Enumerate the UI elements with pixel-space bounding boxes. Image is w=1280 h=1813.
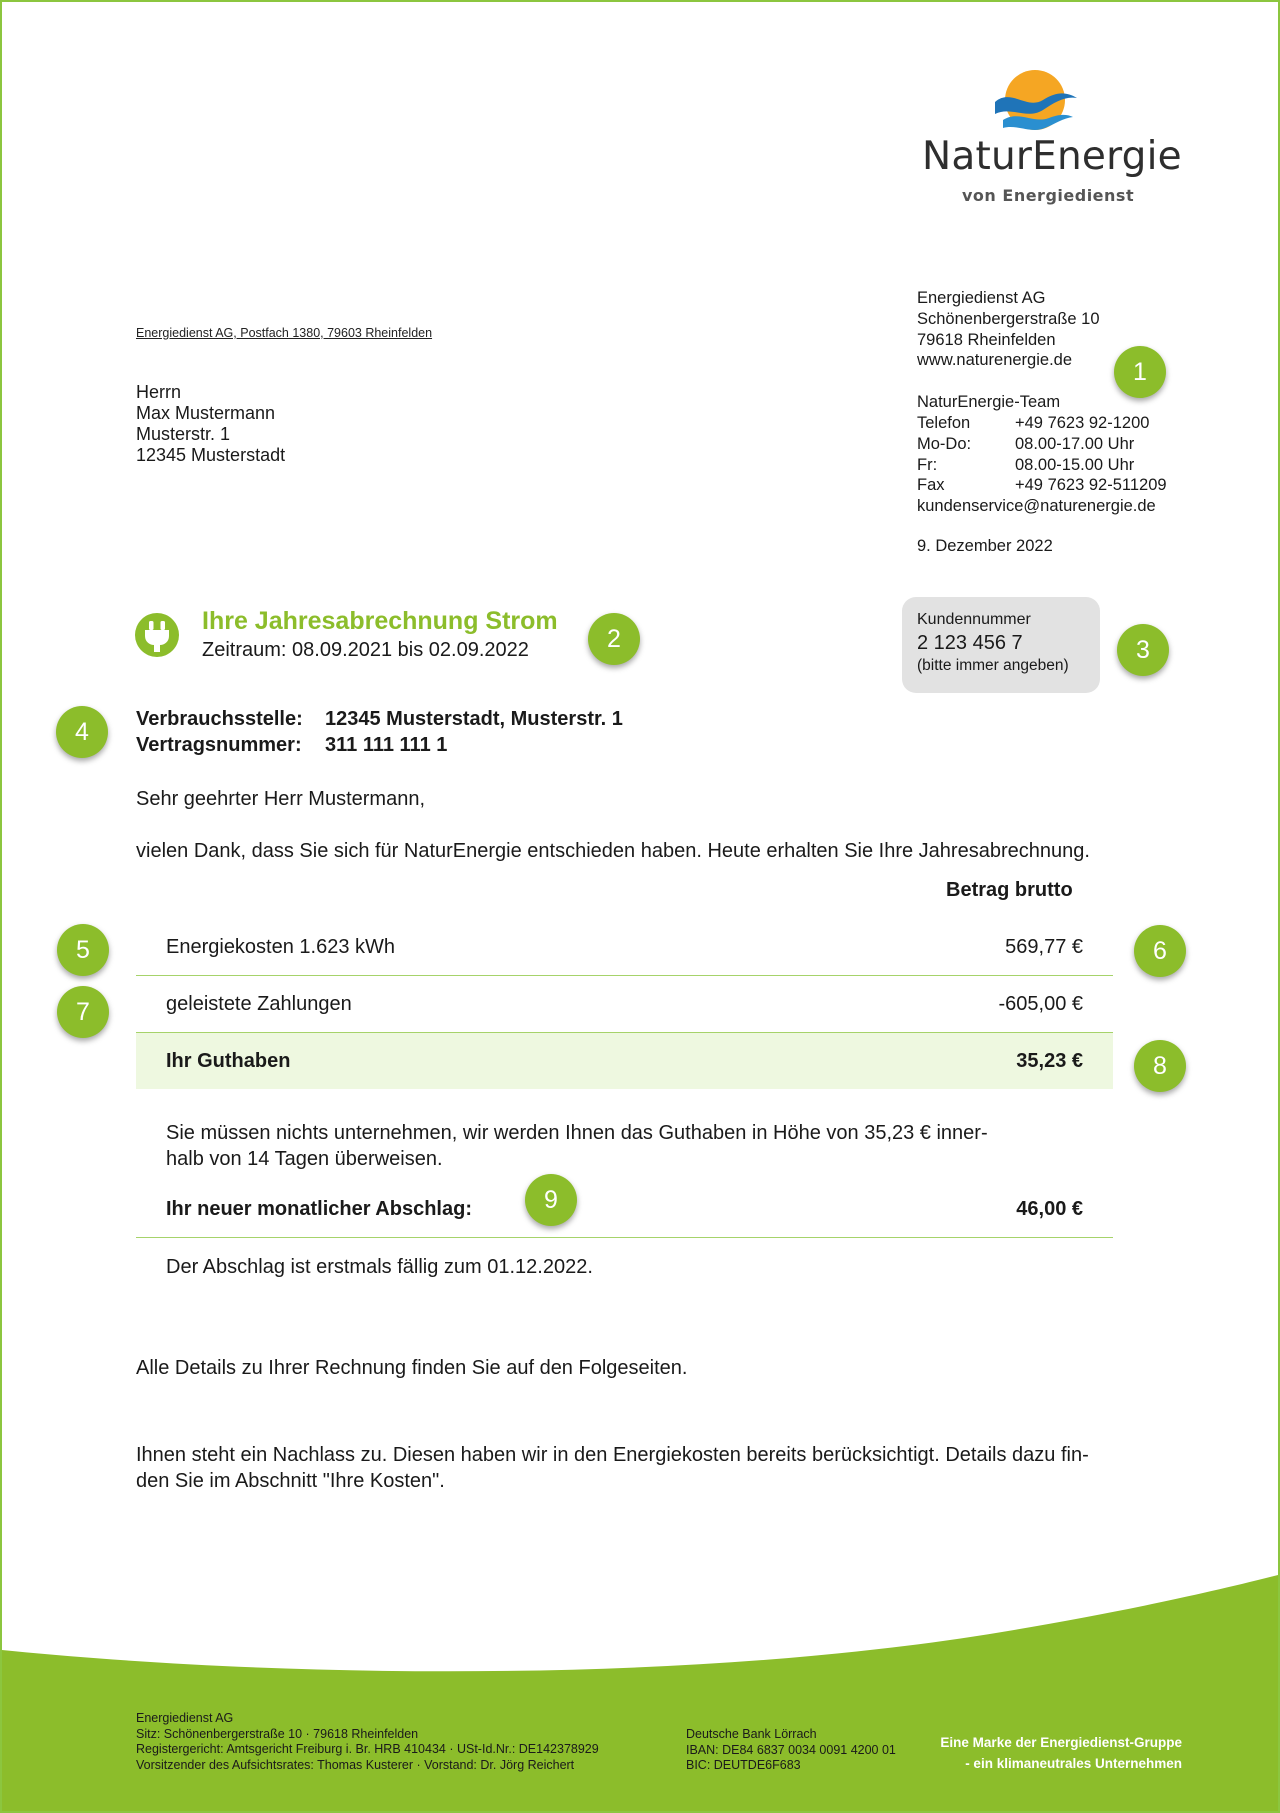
footer-line: BIC: DEUTDE6F683 [686,1758,801,1772]
discount-text [136,1442,1176,1494]
customer-number-value: 2 123 456 7 [917,632,1023,654]
callout-badge-5: 5 [57,924,109,976]
due-date-text: Der Abschlag ist erstmals fällig zum 01.12.2022. [166,1256,593,1278]
footer-claim [902,1732,1182,1774]
contact-street: Schönenbergerstraße 10 [917,309,1100,328]
footer-claim-line: Eine Marke der Energiedienst-Gruppe [940,1735,1182,1750]
row-label: Ihr Guthaben [166,1049,291,1072]
contact-phone: +49 7623 92-1200 [1015,413,1150,432]
row-label: geleistete Zahlungen [166,993,352,1015]
logo-subtitle: von Energiedienst [962,186,1135,205]
customer-number-label: Kundennummer [917,611,1031,628]
callout-badge-8: 8 [1134,1040,1186,1092]
monthly-installment-row [136,1182,1113,1238]
plug-icon [134,612,180,658]
contact-hours: 08.00-17.00 Uhr [1015,434,1135,453]
footer-line: Sitz: Schönenbergerstraße 10 · 79618 Rheinfelden [136,1726,419,1741]
footer-line: IBAN: DE84 6837 0034 0091 4200 01 [686,1742,896,1757]
discount-line: den Sie im Abschnitt "Ihre Kosten". [136,1470,445,1492]
refund-note-line: halb von 14 Tagen überweisen. [166,1148,443,1170]
logo-wordmark: NaturEnergie [922,134,1182,179]
installment-amount: 46,00 € [1016,1198,1083,1220]
sun-wave-logo-icon [907,62,1167,142]
contact-row [917,455,1167,476]
contact-block [917,288,1167,517]
footer-wave [2,1562,1280,1813]
table-row-energy-cost [136,920,1113,976]
details-text: Alle Details zu Ihrer Rechnung finden Sie auf den Folgeseiten. [136,1357,688,1379]
contact-email-link[interactable]: kundenservice@naturenergie.de [917,497,1156,516]
naturenergie-logo [907,62,1182,212]
discount-line: Ihnen steht ein Nachlass zu. Diesen haben wir in den Energiekosten bereits berücksichtigt. Details dazu fin- [136,1444,1089,1466]
contact-row [917,475,1167,496]
refund-note-line: Sie müssen nichts unternehmen, wir werden Ihnen das Guthaben in Höhe von 35,23 € inner- [166,1122,988,1144]
recipient-address [136,382,285,466]
footer-claim-line: - ein klimaneutrales Unternehmen [965,1756,1182,1771]
contact-row [917,413,1167,434]
contract-number-label: Vertragsnummer: [136,734,302,756]
footer-line: Deutsche Bank Lörrach [686,1727,817,1741]
footer-line: Energiedienst AG [136,1711,234,1725]
consumption-point-block [136,706,623,758]
contact-key: Fax [917,476,945,495]
footer-line: Vorsitzender des Aufsichtsrates: Thomas Kusterer · Vorstand: Dr. Jörg Reichert [136,1757,575,1772]
row-amount: 35,23 € [1016,1049,1083,1072]
callout-badge-6: 6 [1134,925,1186,977]
invoice-period: Zeitraum: 08.09.2021 bis 02.09.2022 [202,639,529,661]
footer-line: Registergericht: Amtsgericht Freiburg i. Br. HRB 410434 · USt-Id.Nr.: DE142378929 [136,1742,599,1756]
contact-city: 79618 Rheinfelden [917,330,1056,349]
callout-badge-2: 2 [588,613,640,665]
contact-row [917,434,1167,455]
row-amount: -605,00 € [998,993,1083,1015]
amount-column-header: Betrag brutto [946,879,1073,901]
refund-note [166,1120,1066,1172]
contact-hours: 08.00-15.00 Uhr [1015,455,1135,474]
contact-team: NaturEnergie-Team [917,393,1061,412]
footer-company-info [136,1711,599,1773]
contact-company: Energiedienst AG [917,289,1046,307]
contact-key: Telefon [917,413,971,432]
recipient-line: 12345 Musterstadt [136,445,286,465]
consumption-point-value: 12345 Musterstadt, Musterstr. 1 [325,708,623,730]
table-row-credit [136,1033,1113,1089]
contract-number-value: 311 111 111 1 [325,734,448,756]
footer-bank-info [686,1727,896,1774]
recipient-line: Herrn [136,382,182,402]
customer-number-box [902,597,1100,693]
contact-website-link[interactable]: www.naturenergie.de [917,351,1073,370]
letter-date: 9. Dezember 2022 [917,537,1053,555]
callout-badge-3: 3 [1117,624,1169,676]
customer-number-hint: (bitte immer angeben) [917,657,1069,674]
callout-badge-9: 9 [525,1174,577,1226]
contact-fax: +49 7623 92-511209 [1015,476,1167,495]
table-row-payments [136,977,1113,1033]
recipient-line: Musterstr. 1 [136,424,231,444]
callout-badge-1: 1 [1114,346,1166,398]
contact-key: Fr: [917,455,938,474]
invoice-title: Ihre Jahresabrechnung Strom [202,607,558,635]
greeting: Sehr geehrter Herr Mustermann, [136,788,426,810]
sender-return-address: Energiedienst AG, Postfach 1380, 79603 Rheinfelden [136,326,433,340]
row-label: Energiekosten 1.623 kWh [166,936,396,958]
row-amount: 569,77 € [1005,936,1083,958]
installment-label: Ihr neuer monatlicher Abschlag: [166,1198,472,1220]
callout-badge-4: 4 [56,706,108,758]
recipient-line: Max Mustermann [136,403,276,423]
callout-badge-7: 7 [57,986,109,1038]
contact-key: Mo-Do: [917,434,972,453]
consumption-point-label: Verbrauchsstelle: [136,708,303,730]
intro-text: vielen Dank, dass Sie sich für NaturEnergie entschieden haben. Heute erhalten Sie Ihre Jahresabrechnung. [136,840,1090,862]
